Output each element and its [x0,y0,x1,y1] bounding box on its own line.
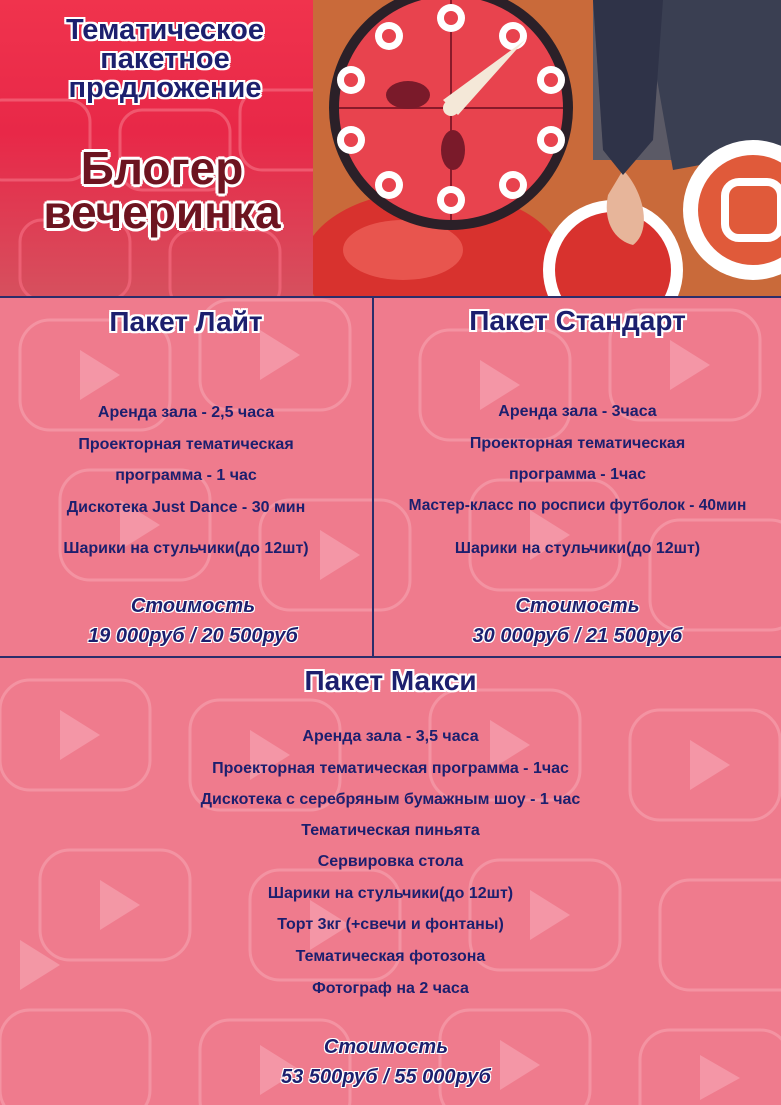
package-maxi-price: 53 500руб / 55 000руб [281,1066,491,1088]
header [0,0,781,296]
package-standard-item: Аренда зала - 3часа [498,403,657,420]
package-maxi-item: Торт 3кг (+свечи и фонтаны) [277,916,504,933]
offer-title-line: пакетное [100,43,230,75]
package-standard-item: Мастер-класс по росписи футболок - 40мин [408,497,747,514]
package-standard-price: 30 000руб / 21 500руб [472,625,683,647]
package-standard-item: программа - 1час [508,466,647,483]
package-standard-item: Шарики на стульчики(до 12шт) [454,540,701,557]
package-lite-item: Аренда зала - 2,5 часа [97,404,275,421]
package-lite-price: 19 000руб / 20 500руб [88,625,298,647]
package-maxi-item: Шарики на стульчики(до 12шт) [267,885,514,902]
divider-horizontal-top [0,296,781,298]
package-maxi-item: Фотограф на 2 часа [312,980,469,997]
package-maxi-item: Аренда зала - 3,5 часа [302,728,479,745]
header-photo [313,0,781,296]
package-standard-title: Пакет Стандарт [469,305,686,336]
package-lite-item: Шарики на стульчики(до 12шт) [63,540,309,557]
offer-title-line: предложение [68,72,262,104]
package-lite-item: Проекторная тематическая [78,436,294,453]
package-maxi-item: Проекторная тематическая программа - 1час [212,760,569,777]
party-title-line: вечеринка [43,186,281,238]
package-standard-cost-label: Стоимость [515,595,640,617]
party-title [12,142,312,238]
offer-title [20,16,310,103]
package-lite-item: Дискотека Just Dance - 30 мин [66,499,306,516]
package-maxi-item: Дискотека с серебряным бумажным шоу - 1 час [200,791,581,808]
twister-game-photo [313,0,781,296]
package-lite-cost-label: Стоимость [130,595,256,617]
package-lite-title: Пакет Лайт [109,306,263,337]
package-lite-item: программа - 1 час [115,467,257,484]
package-maxi-item: Тематическая пиньята [301,822,480,839]
divider-horizontal-bottom [0,656,781,658]
offer-title-line: Тематическое [66,14,264,46]
package-maxi-title: Пакет Макси [304,665,477,696]
package-standard-item: Проекторная тематическая [469,435,686,452]
package-maxi-item: Сервировка стола [317,853,464,870]
package-maxi-cost-label: Стоимость [323,1036,449,1058]
party-title-line: Блогер [80,142,244,194]
package-maxi-item: Тематическая фотозона [295,948,486,965]
header-title-panel [0,0,313,296]
